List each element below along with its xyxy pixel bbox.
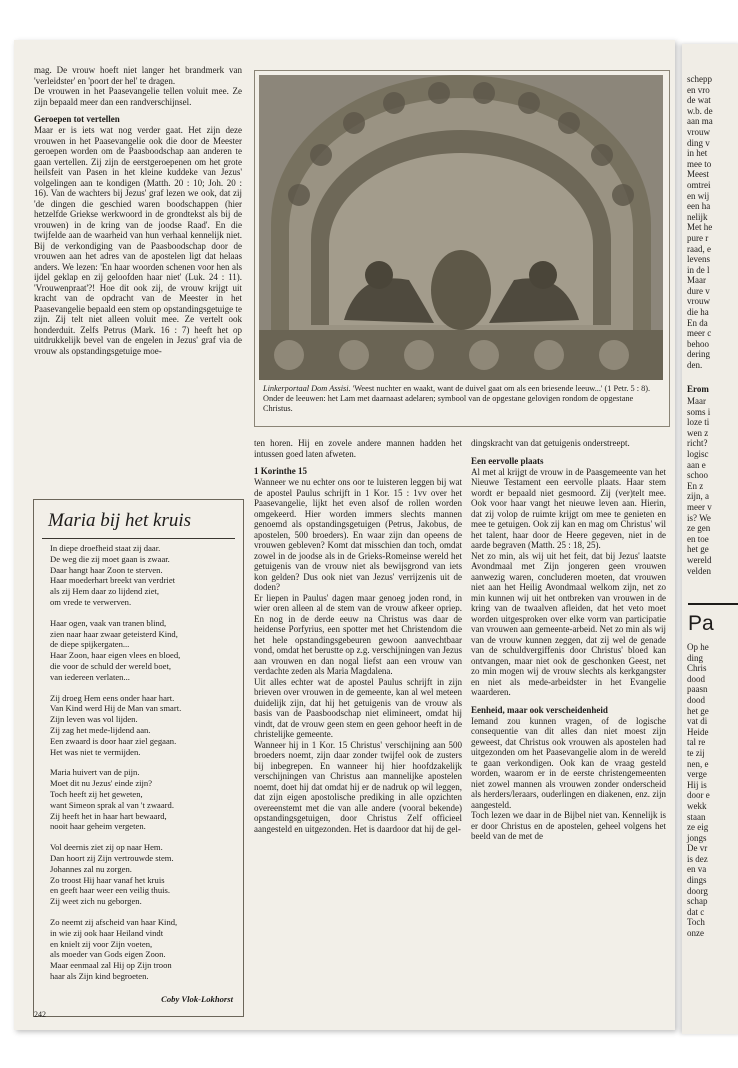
facing-page-line: het ge xyxy=(687,544,709,555)
facing-page-line: is dez xyxy=(687,853,708,864)
poem-line: want Simeon sprak al van 't zwaard. xyxy=(50,799,174,810)
facing-page-line: loze ti xyxy=(687,417,710,428)
facing-page-line: logisc xyxy=(687,448,709,459)
facing-page-line: soms i xyxy=(687,406,711,417)
poem-line: Zo troost Hij haar vanaf het kruis xyxy=(50,874,165,885)
facing-page-line: het ge xyxy=(687,705,709,716)
facing-page-line: en wij xyxy=(687,190,710,201)
body-paragraph: Net zo min, als wij uit het feit, dat bij Jezus' laatste Avondmaal met Zijn jongeren geen vrouwen aanwezig waren, concluderen moeten, dat vrouwen niet aan het Heilig Avondmaal welkom zijn, net zo min kunnen wij uit het ontbreken van vrouwen in de kring van de twaalven afleiden, dat het veto moet worden uitgesproken over elke vorm van participatie van vrouwen aan gemeente-arbeid. Net zo min als wij van de vrouw kunnen zeggen, dat zij wel de genade van de schuldvergiffenis door Christus' bloed kan ontvangen, maar niet ook de geschonken Geest, net zo min mogen wij de vrouw slechts als kerkgangster en niet als mede-arbeidster in het Evangelie waarderen. xyxy=(471,550,666,697)
facing-page-line: wekk xyxy=(687,800,707,811)
body-paragraph: Toch lezen we daar in de Bijbel niet van. Kennelijk is er door Christus en de apostelen, geheel volgens het beeld van de met de xyxy=(471,810,666,841)
poem-line: als moeder van Gods eigen Zoon. xyxy=(50,949,166,960)
body-paragraph: Wanneer hij in 1 Kor. 15 Christus' verschijning aan 500 broeders noemt, zijn daar zonder twijfel ook de zusters bij inbegrepen. En wanneer hij hier hoofdzakelijk verschijningen van Christus aan mannelijke apostelen noemt, doet hij dat omdat hij er de nadruk op wil leggen, dat zijn eigen apostolische prediking in alle opzichten overeenstemt met die van alle andere (vooral bekende) opstandingsgetuigen, door Christus Zelf officieel aangesteld en uitgezonden. Het is daardoor dat hij de gel- xyxy=(254,739,462,834)
facing-page-title: Pa xyxy=(688,612,714,635)
column-middle xyxy=(254,438,462,834)
facing-page-text-middle xyxy=(687,396,712,576)
facing-page-line: vat di xyxy=(687,716,708,727)
facing-page-line: nelijk xyxy=(687,211,708,222)
facing-page-line: w.b. de xyxy=(687,105,713,116)
facing-page-line: Heide xyxy=(687,726,709,737)
poem-line: Maar eenmaal zal Hij op Zijn troon xyxy=(50,960,172,971)
facing-page-line: Maar xyxy=(687,396,706,406)
caption-description: Onder de leeuwen: het Lam met daarnaast adelaren; symbool van de opgestane gelovigen rondom de opgestane Christus. xyxy=(263,394,634,413)
facing-page-line: de wat xyxy=(687,95,711,106)
facing-page-line: die ha xyxy=(687,307,709,318)
facing-page-line: wereld xyxy=(687,554,712,565)
facing-page-line: dering xyxy=(687,349,710,360)
facing-page-line: Met he xyxy=(687,222,713,233)
poem-line: Dan hoort zij Zijn vertrouwde stem. xyxy=(50,852,174,863)
continued-text: ten horen. Hij en zovele andere mannen hadden het intussen goed laten afweten. xyxy=(254,438,462,459)
poem-line: Daar hangt haar Zoon te sterven. xyxy=(50,564,163,575)
facing-page-line: aan e xyxy=(687,459,706,470)
section-heading-korinthe: 1 Korinthe 15 xyxy=(254,466,307,476)
section-heading-geroepen: Geroepen tot vertellen xyxy=(34,114,120,124)
caption-title: Linkerportaal Dom Assisi. xyxy=(263,384,351,393)
facing-page-line: is? We xyxy=(687,512,711,523)
body-paragraph: Er liepen in Paulus' dagen maar genoeg joden rond, in wier oren alleen al de stem van de vrouw afkeer opriep. En nog in de derde eeuw na Christus was daar de heidense Porfyrius, een spotter met het Christendom die het hele opstandingsgebeuren gewoon aanvechtbaar vond, omdat het berustte op z.g. verschijningen van Jezus aan vrouwen en dan nogal liefst aan een vrouw van verdachte zeden als Maria Magdalena. xyxy=(254,592,462,676)
poem-line: in wie zij ook haar Heiland vindt xyxy=(50,927,164,938)
poem-line: om vrede te verwerven. xyxy=(50,596,132,607)
facing-page-line: Hij is xyxy=(687,779,707,790)
facing-page-line: wen z xyxy=(687,427,709,438)
poem-stanza xyxy=(50,618,240,683)
facing-page-line: in de l xyxy=(687,264,710,275)
facing-page-line: door e xyxy=(687,790,710,801)
facing-page-line: vrouw xyxy=(687,126,710,137)
poem-line: en knielt zij voor Zijn voeten, xyxy=(50,938,153,949)
facing-page-line: staan xyxy=(687,811,706,822)
facing-page-line: ding v xyxy=(687,137,710,148)
poem-line: Zij weet zich nu geborgen. xyxy=(50,896,142,907)
poem-line: Haar ogen, vaak van tranen blind, xyxy=(50,617,167,628)
poem-line: van iedereen verlaten... xyxy=(50,671,130,682)
facing-page-line: schap xyxy=(687,896,708,907)
page-number: 242 xyxy=(34,1010,46,1019)
facing-page-line: levens xyxy=(687,254,710,265)
poem-line: Zijn leven was vol lijden. xyxy=(50,714,138,725)
intro-paragraph-2: De vrouwen in het Paasevangelie tellen voluit mee. Ze zijn bepaald meer dan een randverschijnsel. xyxy=(34,86,242,107)
facing-page-line: velden xyxy=(687,565,711,576)
facing-page-line: en toe xyxy=(687,533,709,544)
facing-page-line: dood xyxy=(687,694,705,705)
facing-page-line: dat c xyxy=(687,906,705,917)
poem-title: Maria bij het kruis xyxy=(48,510,192,531)
poem-line: zien naar haar zwaar geteisterd Kind, xyxy=(50,628,178,639)
facing-page-line: in het xyxy=(687,148,708,159)
poem-stanza xyxy=(50,917,240,982)
figure-caption xyxy=(263,384,663,414)
poem-body xyxy=(50,543,240,992)
continued-text: dingskracht van dat getuigenis onderstreept. xyxy=(471,438,630,448)
facing-page-line: vrouw xyxy=(687,296,710,307)
facing-page-line: Chris xyxy=(687,663,707,674)
facing-page-line: pure r xyxy=(687,232,709,243)
facing-page-line: raad, e xyxy=(687,243,711,254)
facing-page-line: en va xyxy=(687,864,707,875)
facing-page-line: Toch xyxy=(687,917,705,928)
poem-line: Toch heeft zij het geweten, xyxy=(50,788,143,799)
poem-line: Haar moederhart breekt van verdriet xyxy=(50,575,176,586)
facing-page-line: ze gen xyxy=(687,523,711,534)
poem-line: Johannes zal nu zorgen. xyxy=(50,863,132,874)
facing-page-heading: Erom xyxy=(687,384,709,394)
facing-page-line: verge xyxy=(687,769,707,780)
photo-figure xyxy=(254,70,670,427)
poem-line: die voor de schuld der wereld boet, xyxy=(50,660,171,671)
facing-page-line: mee to xyxy=(687,158,712,169)
poem-line: nooit haar geheim vergeten. xyxy=(50,821,146,832)
poem-line: Zij zag het mede-lijdend aan. xyxy=(50,724,151,735)
facing-page-line: te zij xyxy=(687,747,705,758)
poem-line: Zo neemt zij afscheid van haar Kind, xyxy=(50,916,178,927)
facing-page-line: nen, e xyxy=(687,758,709,769)
facing-page-line: schepp xyxy=(687,74,712,84)
facing-page-line: dood xyxy=(687,673,705,684)
facing-page-line: meer v xyxy=(687,501,712,512)
poem-stanza xyxy=(50,693,240,758)
facing-page-line: een ha xyxy=(687,201,711,212)
facing-page-line: onze xyxy=(687,928,704,939)
facing-page-text-bottom xyxy=(687,642,710,939)
poem-line: In diepe droefheid staat zij daar. xyxy=(50,543,161,553)
facing-page-divider xyxy=(688,603,738,605)
section-heading-eenheid: Eenheid, maar ook verscheidenheid xyxy=(471,704,608,715)
poem-line: Het was niet te vermijden. xyxy=(50,746,141,757)
facing-page-line: schoo xyxy=(687,470,708,481)
facing-page-line: De vr xyxy=(687,843,708,854)
body-paragraph: Iemand zou kunnen vragen, of de logische consequentie van dit alles dan niet moest zijn geweest, dat Christus ook vrouwen als apostelen had uitgezonden om het Paasevangelie alom in de wereld te gaan verkondigen. Ook kan de vraag gesteld worden, waarom er in de eerste christengemeenten niet zowel mannen als vrouwen zonder onderscheid als herders/leraars, ouderlingen en diakenen, enz. zijn aangesteld. xyxy=(471,715,666,810)
facing-page-line: richt? xyxy=(687,438,708,449)
body-paragraph: Al met al krijgt de vrouw in de Paasgemeente van het Nieuwe Testament een eervolle plaats. Haar stem wordt er bepaald niet gesmoord. Zij (ver)telt mee. Ook voor haar vangt het nieuwe leven aan. Hierin, dat zij volop de ruimte krijgt om mee te genieten en mee te getuigen. Ook zij kan en mag om Christus' wil het talent, haar door de Heere gegeven, niet in de aarde begraven (Matth. 25 : 18, 25). xyxy=(471,466,666,550)
poem-line: Vol deernis ziet zij op naar Hem. xyxy=(50,842,163,853)
poem-stanza xyxy=(50,543,240,608)
portal-relief-image xyxy=(259,75,663,380)
facing-page-line: En z xyxy=(687,480,704,491)
poem-line: en geeft haar weer een veilig thuis. xyxy=(50,885,171,896)
poem-line: de diepe spijkergaten... xyxy=(50,639,130,650)
poem-box xyxy=(33,499,244,1017)
facing-page-line: en vro xyxy=(687,84,710,95)
poem-stanza xyxy=(50,842,240,907)
poem-line: De weg die zij moet gaan is zwaar. xyxy=(50,553,170,564)
facing-page-line: zijn, a xyxy=(687,491,709,502)
poem-stanza xyxy=(50,767,240,832)
poem-divider xyxy=(42,538,235,539)
facing-page-line: den. xyxy=(687,360,703,371)
facing-page-line: Maar xyxy=(687,275,706,286)
facing-page-line: dings xyxy=(687,875,707,886)
poem-line: Een zwaard is door haar ziel gegaan. xyxy=(50,735,177,746)
facing-page-line: En da xyxy=(687,317,708,328)
facing-page-line: meer c xyxy=(687,328,712,339)
intro-paragraph-1: mag. De vrouw hoeft niet langer het brandmerk van 'verleidster' en 'poort der hel' te dragen. xyxy=(34,65,242,86)
poem-line: Moet dit nu Jezus' einde zijn? xyxy=(50,778,153,789)
body-paragraph: Wanneer we nu echter ons oor te luisteren leggen bij wat de apostel Paulus schrijft in 1 Kor. 15 : 1vv over het Paasevangelie, lijkt het even alsof de rollen worden omgekeerd. Hier worden immers slechts mannen genoemd als opstandingsgetuigen (Petrus, Jakobus, de apostelen, 500 broeders). En waar zijn dan opeens de vrouwen gebleven? Komt dat misschien dan toch, omdat zowel in de joodse als in de Grieks-Romeinse wereld het getuigenis van de vrouw niet als bewijsgrond van iets kon gelden? Dus ook niet van Jezus' verrijzenis uit de doden? xyxy=(254,477,462,592)
facing-page-line: omtrei xyxy=(687,179,711,190)
poem-author: Coby Vlok-Lokhorst xyxy=(161,994,233,1004)
caption-quote: 'Weest nuchter en waakt, want de duivel gaat om als een briesende leeuw...' (1 Petr. 5 : 8). xyxy=(352,384,651,393)
facing-page-line: ding xyxy=(687,652,704,663)
poem-line: haar als Zijn kind begroeten. xyxy=(50,970,149,981)
facing-page-line: ze eig xyxy=(687,822,709,833)
facing-page-line: aan ma xyxy=(687,116,713,127)
facing-page-text-top xyxy=(687,74,713,371)
poem-line: Haar Zoon, haar eigen vlees en bloed, xyxy=(50,650,181,661)
facing-page-line: paasn xyxy=(687,684,708,695)
facing-page-line: jongs xyxy=(687,832,707,843)
poem-line: Van Kind werd Hij de Man van smart. xyxy=(50,703,182,714)
body-paragraph: Maar er is iets wat nog verder gaat. Het zijn deze vrouwen in het Paasevangelie ook die door de Meester geroepen worden om de Paasboodschap aan anderen te gaan vertellen. Zij zijn de eerstgeroepenen om het grote heilsfeit van Pasen in het kleine kuddeke van Jezus' volgelingen aan te kondigen (Matth. 20 : 10; Joh. 20 : 16). Van de wachters bij Jezus' graf lezen we ook, dat zij 'de dingen die geschied waren boodschappen (hier hetzelfde Griekse werkwoord in de grondtekst als bij de vrouwen) in de kring van de joodse Raad'. En die twijfelde aan de waarheid van hun verhaal kennelijk niet. Bij de verkondiging van de Paasboodschap door de vrouwen aan het adres van de apostelen ligt dat helaas anders. We lezen: 'En haar woorden schenen voor hen als ijdel geklap en zij geloofden haar niet' (Luk. 24 : 11). 'Vrouwenpraat'?! Hoe dit ook zij, de vrouw krijgt uit kracht van de opdracht van de Meester in het Paasevangelie bepaald een stem op opstandingsgetuige te zijn. Zij telt niet alleen voluit mee. Ze vertelt ook honderduit. Zelfs Petrus (Mark. 16 : 7) heeft het op uitdrukkelijk bevel van de engelen in Jezus' graf via de vrouw als opstandingsgetuige moe- xyxy=(34,125,242,356)
column-right xyxy=(471,438,666,842)
column-left xyxy=(34,65,242,356)
section-heading-eervolle-plaats: Een eervolle plaats xyxy=(471,455,544,466)
facing-page-line: doorg xyxy=(687,885,708,896)
poem-line: Zij droeg Hem eens onder haar hart. xyxy=(50,692,175,703)
facing-page-line: behoo xyxy=(687,338,709,349)
facing-page-edge xyxy=(682,44,738,1034)
poem-line: Zij heeft het in haar hart bewaard, xyxy=(50,810,167,821)
body-paragraph: Uit alles echter wat de apostel Paulus schrijft in zijn brieven over vrouwen in de gemeente, kan al wel meteen duidelijk zijn, dat hij het getuigenis van de vrouw als basis van de Paasboodschap niet elimineert, omdat hij vindt, dat de vrouw geen stem en geen gehoor heeft in de christelijke gemeente. xyxy=(254,676,462,739)
facing-page-line: dure v xyxy=(687,285,710,296)
magazine-page xyxy=(14,40,675,1030)
facing-page-line: Meest xyxy=(687,169,709,180)
facing-page-line: tal re xyxy=(687,737,706,748)
poem-line: als zij Hem daar zo lijdend ziet, xyxy=(50,586,160,597)
poem-line: Maria huivert van de pijn. xyxy=(50,767,140,778)
facing-page-line: Op he xyxy=(687,642,709,652)
